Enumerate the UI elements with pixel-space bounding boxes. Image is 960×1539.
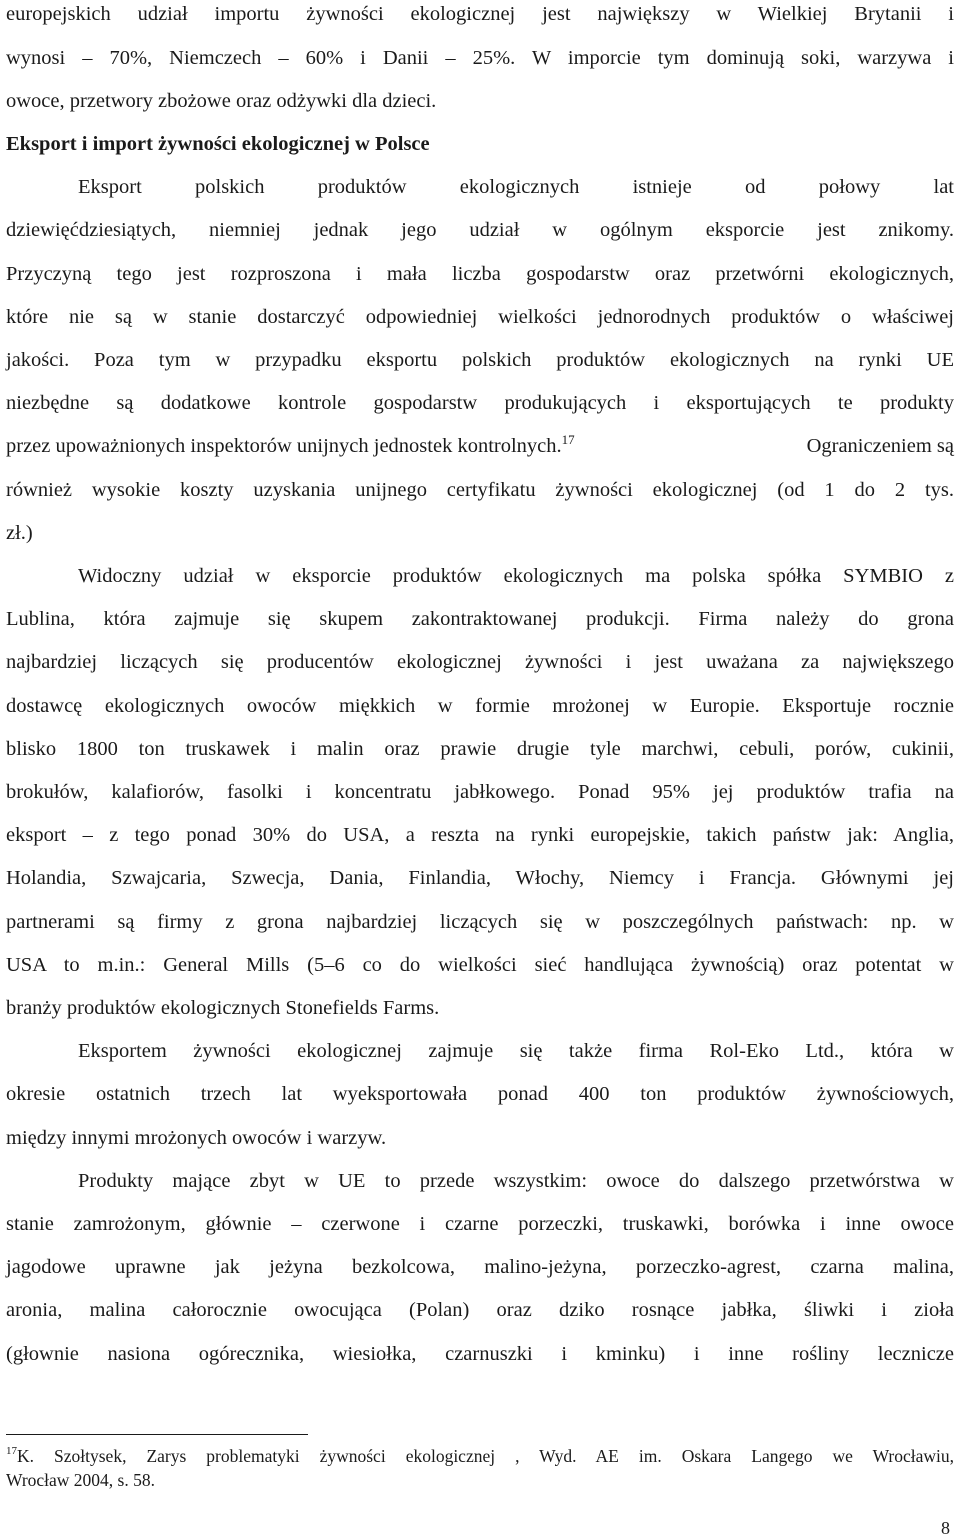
body-text-line-with-footnote bbox=[6, 432, 954, 457]
body-text-line: Produkty mające zbyt w UE to przede wszystkim: owoce do dalszego przetwórstwa w bbox=[78, 1170, 954, 1192]
body-text-line: okresie ostatnich trzech lat wyeksportowała ponad 400 ton produktów żywnościowych, bbox=[6, 1083, 954, 1105]
body-text-line: najbardziej liczących się producentów ekologicznej żywności i jest uważana za największego bbox=[6, 651, 954, 673]
body-text-line: owoce, przetwory zbożowe oraz odżywki dla dzieci. bbox=[6, 90, 437, 112]
body-text-line: Holandia, Szwajcaria, Szwecja, Dania, Finlandia, Włochy, Niemcy i Francja. Głównymi jej bbox=[6, 867, 954, 889]
footnote-line bbox=[6, 1445, 954, 1466]
body-text-line: również wysokie koszty uzyskania unijnego certyfikatu żywności ekologicznej (od 1 do 2 tys. bbox=[6, 479, 954, 501]
body-text-line: aronia, malina całorocznie owocująca (Polan) oraz dziko rosnące jabłka, śliwki i zioła bbox=[6, 1299, 954, 1321]
body-text-line: Widoczny udział w eksporcie produktów ekologicznych ma polska spółka SYMBIO z bbox=[78, 565, 954, 587]
body-text-line: Lublina, która zajmuje się skupem zakontraktowanej produkcji. Firma należy do grona bbox=[6, 608, 954, 630]
body-text-line: Eksport polskich produktów ekologicznych istnieje od połowy lat bbox=[78, 176, 954, 198]
body-text-line: zł.) bbox=[6, 522, 33, 544]
footnote-separator bbox=[6, 1434, 308, 1435]
section-heading: Eksport i import żywności ekologicznej w Polsce bbox=[6, 133, 430, 155]
body-text-line: partnerami są firmy z grona najbardziej liczących się w poszczególnych państwach: np. w bbox=[6, 911, 954, 933]
document-page bbox=[6, 0, 956, 1537]
body-text-line: brokułów, kalafiorów, fasolki i koncentratu jabłkowego. Ponad 95% jej produktów trafia na bbox=[6, 781, 954, 803]
footnote-line: Wrocław 2004, s. 58. bbox=[6, 1470, 155, 1490]
body-text-line: eksport – z tego ponad 30% do USA, a reszta na rynki europejskie, takich państw jak: Anglia, bbox=[6, 824, 954, 846]
body-text-line: branży produktów ekologicznych Stonefields Farms. bbox=[6, 997, 440, 1019]
body-text-line: europejskich udział importu żywności ekologicznej jest największy w Wielkiej Brytanii i bbox=[6, 3, 954, 25]
body-text-line: między innymi mrożonych owoców i warzyw. bbox=[6, 1127, 387, 1149]
body-text-line: Eksportem żywności ekologicznej zajmuje się także firma Rol-Eko Ltd., która w bbox=[78, 1040, 954, 1062]
body-text-line: stanie zamrożonym, głównie – czerwone i czarne porzeczki, truskawki, borówka i inne owoce bbox=[6, 1213, 954, 1235]
footnote-reference[interactable]: 17 bbox=[561, 432, 575, 447]
body-text-line: dostawcę ekologicznych owoców miękkich w formie mrożonej w Europie. Eksportuje rocznie bbox=[6, 695, 954, 717]
body-text-line: Przyczyną tego jest rozproszona i mała liczba gospodarstw oraz przetwórni ekologicznych, bbox=[6, 263, 954, 285]
body-text-segment: Ograniczeniem są bbox=[806, 435, 954, 457]
body-text-line: wynosi – 70%, Niemczech – 60% i Danii – 25%. W imporcie tym dominują soki, warzywa i bbox=[6, 47, 954, 69]
body-text-line: blisko 1800 ton truskawek i malin oraz prawie drugie tyle marchwi, cebuli, porów, cukinii, bbox=[6, 738, 954, 760]
body-text-line: (głownie nasiona ogórecznika, wiesiołka, czarnuszki i kminku) i inne rośliny lecznicze bbox=[6, 1343, 954, 1365]
body-text-line: które nie są w stanie dostarczyć odpowiedniej wielkości jednorodnych produktów o właściwej bbox=[6, 306, 954, 328]
body-text-line: jakości. Poza tym w przypadku eksportu polskich produktów ekologicznych na rynki UE bbox=[6, 349, 954, 371]
body-text-line: niezbędne są dodatkowe kontrole gospodarstw produkujących i eksportujących te produkty bbox=[6, 392, 954, 414]
body-text-line: jagodowe uprawne jak jeżyna bezkolcowa, malino-jeżyna, porzeczko-agrest, czarna malina, bbox=[6, 1256, 954, 1278]
body-text-line: dziewięćdziesiątych, niemniej jednak jego udział w ogólnym eksporcie jest znikomy. bbox=[6, 219, 954, 241]
footnote-number: 17 bbox=[6, 1445, 17, 1457]
page-number: 8 bbox=[941, 1518, 950, 1538]
body-text-line: USA to m.in.: General Mills (5–6 co do wielkości sieć handlująca żywnością) oraz potentat w bbox=[6, 954, 954, 976]
footnote-text: K. Szołtysek, Zarys problematyki żywności ekologicznej , Wyd. AE im. Oskara Langego we Wrocławiu, bbox=[17, 1446, 954, 1466]
body-text-segment: przez upoważnionych inspektorów unijnych jednostek kontrolnych. bbox=[6, 435, 562, 457]
